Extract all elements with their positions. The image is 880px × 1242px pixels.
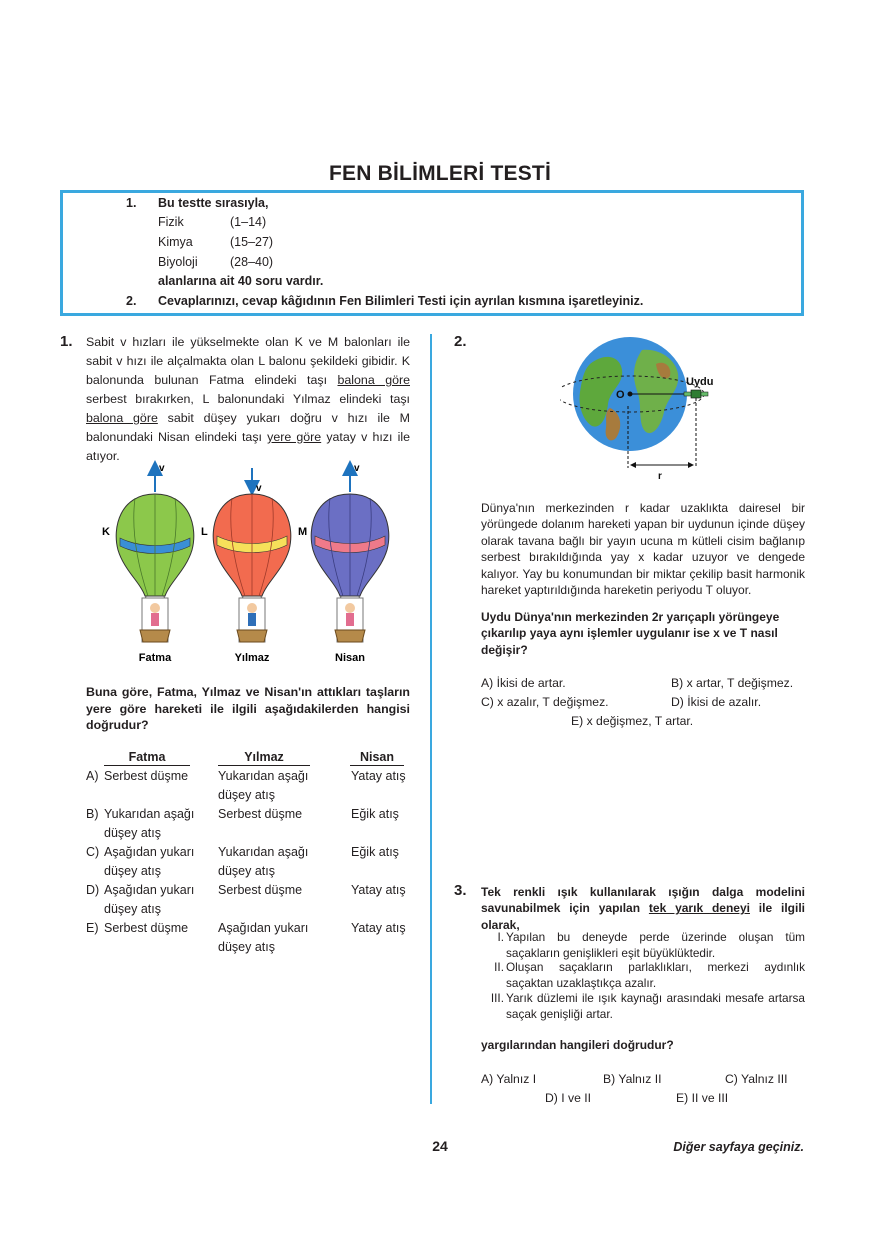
balloon-m	[311, 494, 389, 642]
statement-number: III.	[490, 991, 504, 1005]
answer-option-c[interactable]: C) Yalnız III	[725, 1072, 788, 1086]
balloon-label-m: M	[298, 526, 308, 538]
satellite-icon	[684, 390, 708, 398]
option-nisan: Eğik atış	[351, 807, 399, 821]
subject-range: (15–27)	[230, 235, 274, 249]
answer-option-e[interactable]: E) x değişmez, T artar.	[571, 714, 694, 728]
radius-label: r	[658, 471, 662, 482]
info-item2-number: 2.	[126, 294, 137, 308]
answer-option-d[interactable]: D) I ve II	[545, 1091, 592, 1105]
velocity-label-m: v	[354, 463, 360, 474]
statement-text: Oluşan saçakların parlaklıkları, merkezi aydınlık saçaktan uzaklaştıkça azalır.	[506, 960, 805, 990]
option-letter[interactable]: C)	[86, 845, 100, 859]
subject-name: Biyoloji	[158, 255, 198, 269]
question-3-stem: yargılarından hangileri doğrudur?	[481, 1038, 674, 1052]
option-yilmaz: düşey atış	[218, 864, 275, 878]
option-fatma: düşey atış	[104, 902, 161, 916]
question-2-stem: Uydu Dünya'nın merkezinden 2r yarıçaplı yörüngeye çıkarılıp yaya aynı işlemler uygulanır ise x ve T nasıl değişir?	[481, 610, 780, 657]
table-header-nisan: Nisan	[350, 750, 404, 766]
question-2-number: 2.	[454, 333, 467, 350]
statement-text: Yapılan bu deneyde perde üzerinde oluşan tüm saçakların genişlikleri eşit büyüklüktedir.	[506, 930, 805, 960]
option-fatma: Yukarıdan aşağı	[104, 807, 195, 821]
option-letter[interactable]: E)	[86, 921, 99, 935]
info-item1-number: 1.	[126, 196, 137, 210]
velocity-label-k: v	[159, 463, 165, 474]
option-fatma: Aşağıdan yukarı	[104, 883, 195, 897]
table-header-fatma: Fatma	[104, 750, 190, 766]
velocity-label-l: v	[256, 483, 262, 494]
option-yilmaz: Aşağıdan yukarı	[218, 921, 309, 935]
balloon-k	[116, 494, 194, 642]
subject-name: Kimya	[158, 235, 193, 249]
option-nisan: Eğik atış	[351, 845, 399, 859]
question-3-number: 3.	[454, 882, 467, 899]
satellite-label: Uydu	[686, 376, 714, 388]
subject-range: (1–14)	[230, 215, 267, 229]
question-1-number: 1.	[60, 333, 73, 350]
option-yilmaz: Yukarıdan aşağı	[218, 769, 309, 783]
option-fatma: Serbest düşme	[104, 769, 189, 783]
person-label-nisan: Nisan	[335, 652, 365, 664]
column-divider	[430, 334, 432, 1104]
table-header-yilmaz: Yılmaz	[218, 750, 310, 766]
info-total: alanlarına ait 40 soru vardır.	[158, 274, 324, 288]
answer-option-b[interactable]: B) Yalnız II	[603, 1072, 662, 1086]
answer-option-a[interactable]: A) Yalnız I	[481, 1072, 537, 1086]
earth-satellite-figure	[560, 334, 730, 484]
option-nisan: Yatay atış	[351, 883, 406, 897]
answer-option-e[interactable]: E) II ve III	[676, 1091, 729, 1105]
question-1-stem: Buna göre, Fatma, Yılmaz ve Nisan'ın attıkları taşların yere göre hareketi ile ilgili aşağıdakilerden hangisi doğrudur?	[86, 685, 410, 732]
next-page-note: Diğer sayfaya geçiniz.	[673, 1140, 804, 1154]
answer-option-a[interactable]: A) İkisi de artar.	[481, 676, 566, 690]
option-fatma: Aşağıdan yukarı	[104, 845, 195, 859]
balloon-l	[213, 494, 291, 642]
answer-option-b[interactable]: B) x artar, T değişmez.	[671, 676, 794, 690]
option-yilmaz: Yukarıdan aşağı	[218, 845, 309, 859]
balloon-label-l: L	[201, 526, 208, 538]
option-fatma: Serbest düşme	[104, 921, 189, 935]
answer-option-c[interactable]: C) x azalır, T değişmez.	[481, 695, 609, 709]
option-yilmaz: düşey atış	[218, 940, 275, 954]
option-letter[interactable]: D)	[86, 883, 100, 897]
balloon-label-k: K	[102, 526, 110, 538]
question-3-intro: Tek renkli ışık kullanılarak ışığın dalga modelini savunabilmek için yapılan tek yarık deneyi ile ilgili olarak,	[481, 885, 805, 932]
statement-text: Yarık düzlemi ile ışık kaynağı arasındaki mesafe artarsa saçak genişliği artar.	[506, 991, 805, 1021]
statement-number: I.	[497, 930, 504, 944]
subject-name: Fizik	[158, 215, 184, 229]
center-label: O	[616, 389, 625, 401]
option-letter[interactable]: A)	[86, 769, 99, 783]
info-item2-text: Cevaplarınızı, cevap kâğıdının Fen Bilimleri Testi için ayrılan kısmına işaretleyiniz.	[158, 294, 644, 308]
info-item1-text: Bu testte sırasıyla,	[158, 196, 269, 210]
option-yilmaz: Serbest düşme	[218, 883, 303, 897]
option-fatma: düşey atış	[104, 864, 161, 878]
subject-range: (28–40)	[230, 255, 274, 269]
option-nisan: Yatay atış	[351, 921, 406, 935]
page-number: 24	[432, 1138, 448, 1154]
page-title: FEN BİLİMLERİ TESTİ	[329, 162, 551, 185]
option-yilmaz: Serbest düşme	[218, 807, 303, 821]
question-2-text: Dünya'nın merkezinden r kadar uzaklıkta dairesel bir yörüngede dolanım hareketi yapan bir uydunun içinde düşey olarak tavana bağlı bir yayın ucuna m kütleli cisim bağlanıp serbest bırakıldığında yay x kadar uzuyor ve dengede kalıyor. Yay bu konumundan bir miktar çekilip basit harmonik hareket yaptırıldığında hareketin periyodu T oluyor.	[481, 501, 805, 598]
question-1-text: Sabit v hızları ile yükselmekte olan K ve M balonları ile sabit v hızı ile alçalmakta olan L balonu şekildeki gibidir. K balonunda bulunan Fatma elindeki taşı balona göre serbest bırakırken, L balonundaki Yılmaz elindeki taşı balona göre sabit düşey yukarı doğru v hızı ile M balonundaki Nisan elindeki taşı yere göre yatay v hızı ile atıyor.	[86, 335, 410, 463]
option-nisan: Yatay atış	[351, 769, 406, 783]
option-fatma: düşey atış	[104, 826, 161, 840]
person-label-fatma: Fatma	[138, 652, 172, 664]
option-letter[interactable]: B)	[86, 807, 99, 821]
statement-number: II.	[494, 960, 504, 974]
balloons-figure	[90, 458, 410, 668]
person-label-yilmaz: Yılmaz	[234, 652, 270, 664]
answer-option-d[interactable]: D) İkisi de azalır.	[671, 695, 762, 709]
option-yilmaz: düşey atış	[218, 788, 275, 802]
